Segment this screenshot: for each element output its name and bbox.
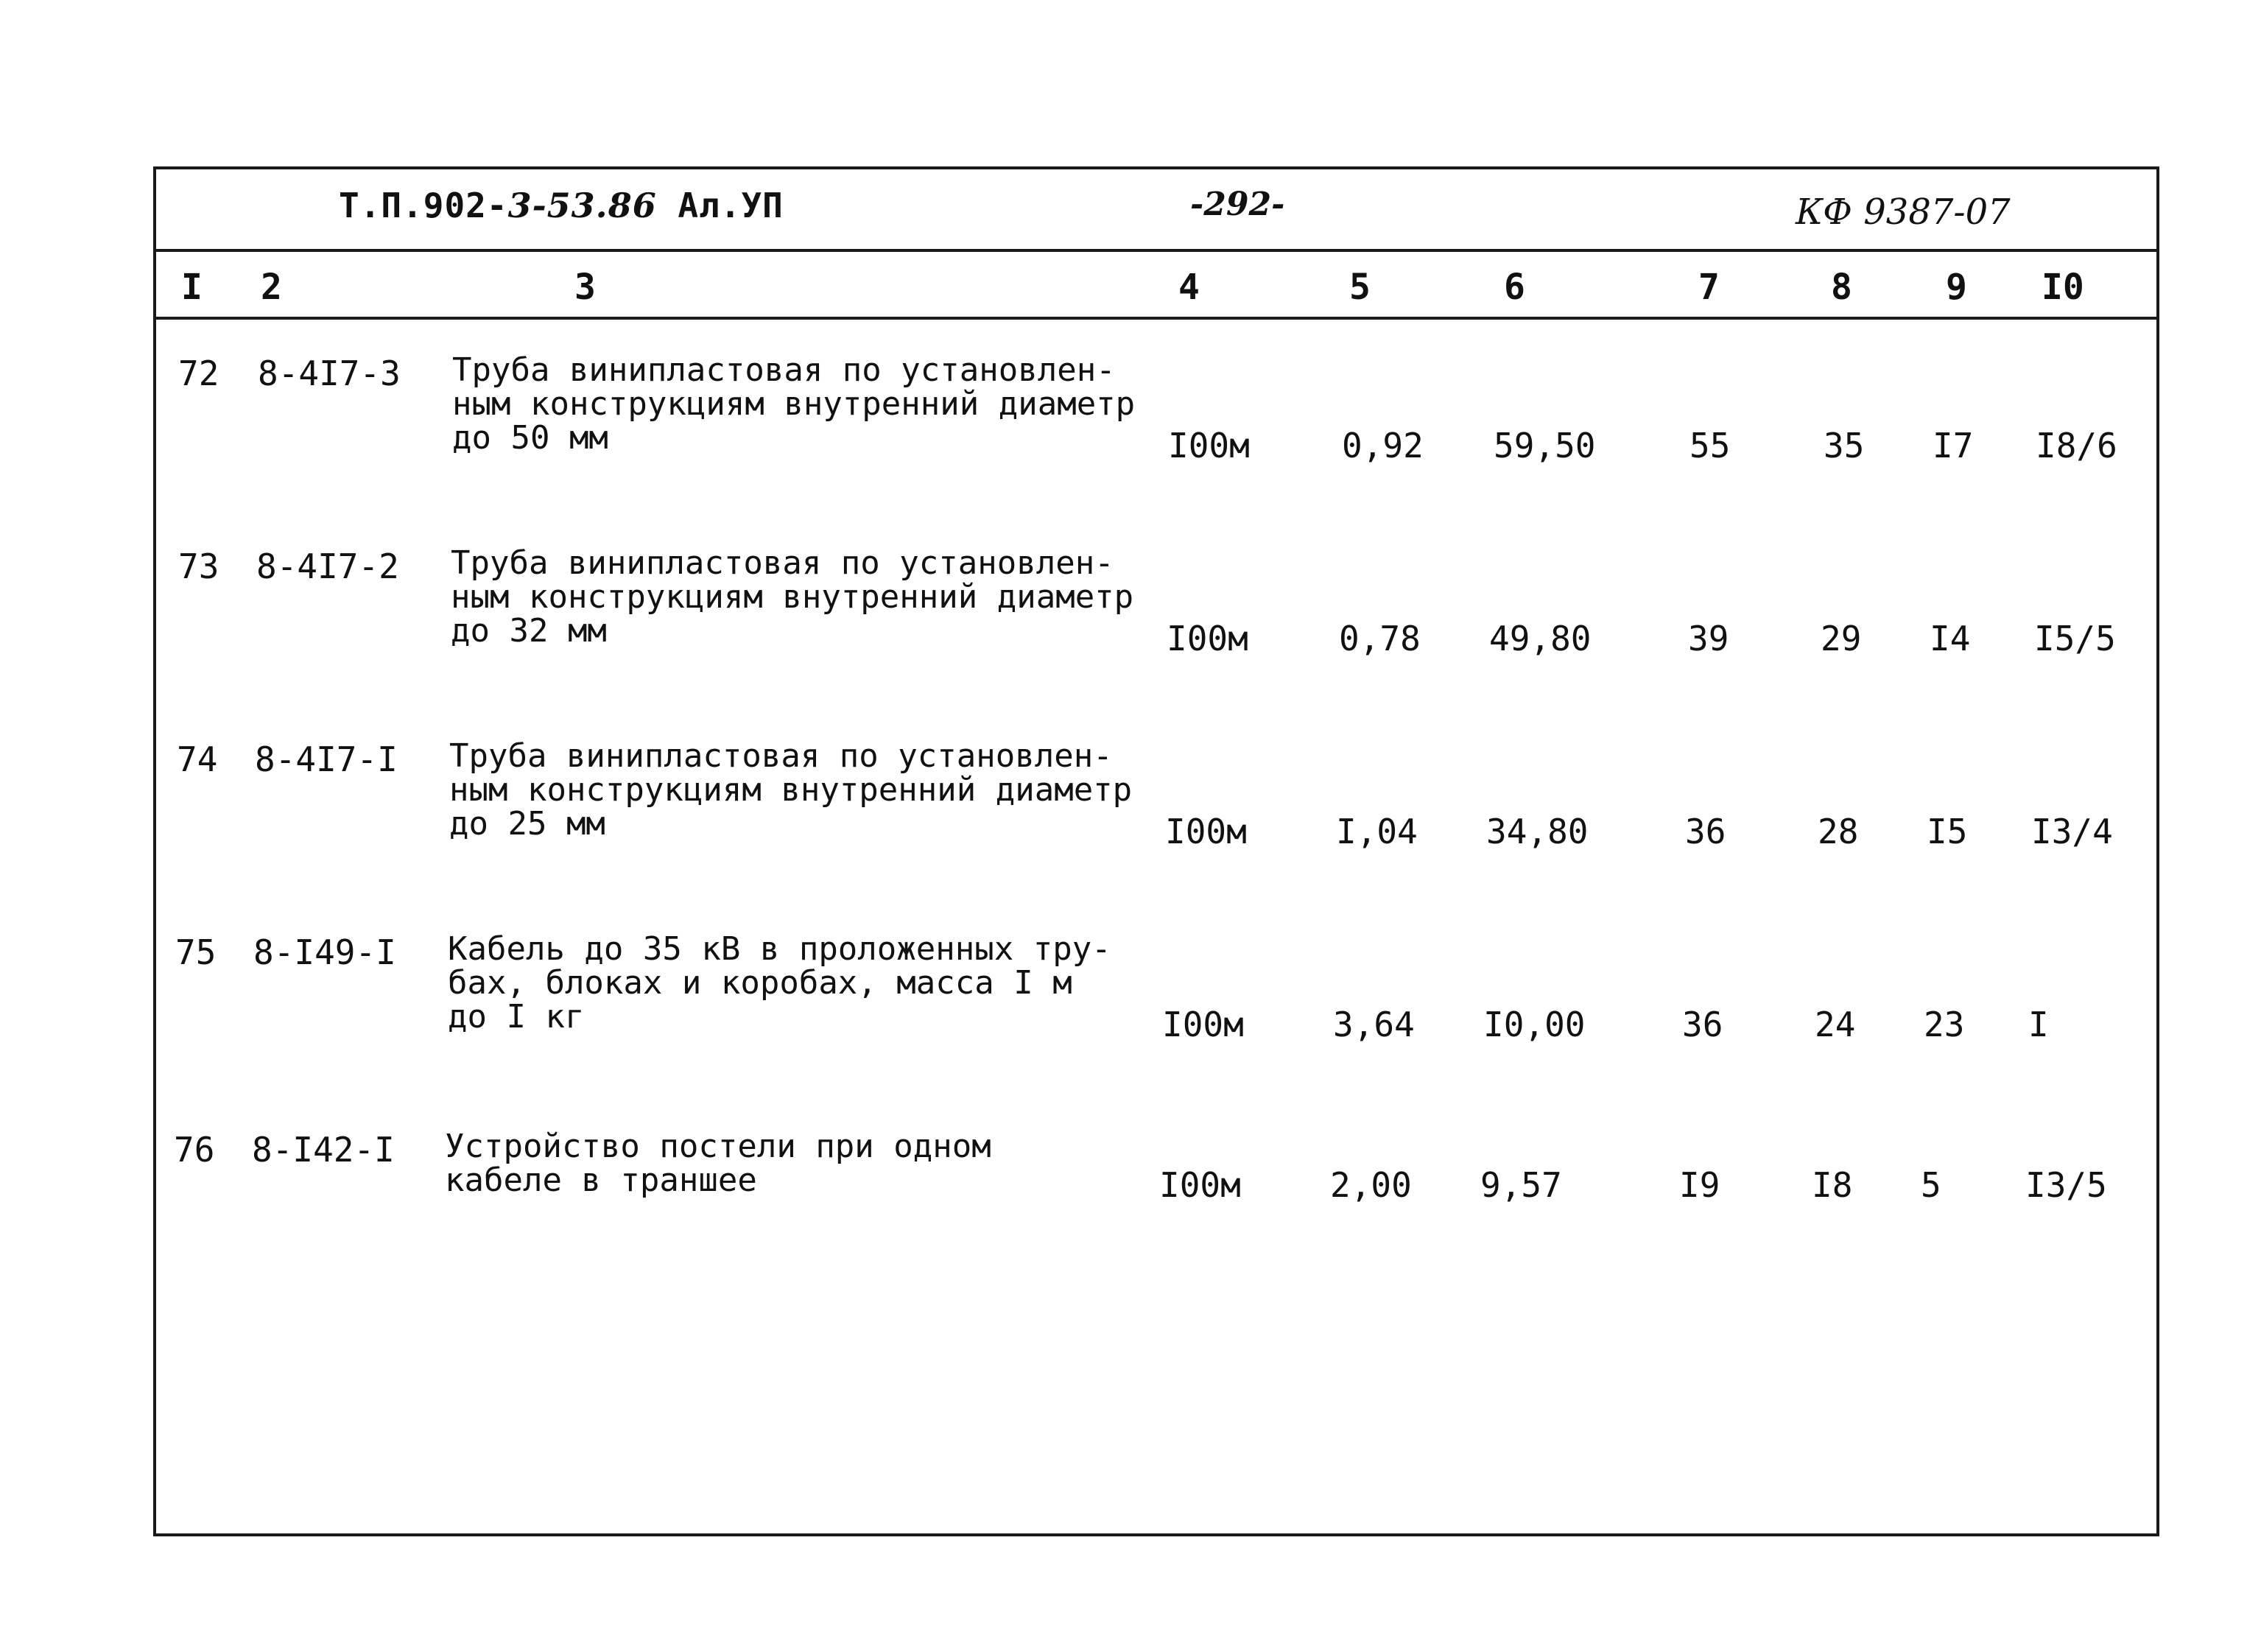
document-number-handwritten: 3-53.86 xyxy=(507,186,657,225)
row-number: 75 xyxy=(175,932,217,972)
column-header: I xyxy=(181,267,203,308)
page-number: -292- xyxy=(1190,186,1285,223)
table-row xyxy=(156,1120,2156,1296)
value-col-5: 2,00 xyxy=(1330,1165,1412,1205)
archive-code: КФ 9387-07 xyxy=(1796,191,2011,233)
column-header: 8 xyxy=(1831,267,1852,308)
column-header: 7 xyxy=(1698,267,1720,308)
row-number: 74 xyxy=(177,739,218,779)
column-header: 9 xyxy=(1946,267,1967,308)
document-number xyxy=(339,186,784,225)
column-header: 2 xyxy=(261,267,282,308)
work-description: Труба винипластовая по установлен- ным конструкциям внутренний диаметр до 32 мм xyxy=(451,544,1134,650)
column-header-row xyxy=(156,252,2156,320)
column-header: 4 xyxy=(1178,267,1200,308)
value-col-7: 36 xyxy=(1685,812,1726,851)
value-col-10: I3/4 xyxy=(2031,812,2113,851)
value-col-10: I3/5 xyxy=(2025,1165,2107,1205)
rate-code: 8-I49-I xyxy=(253,932,396,972)
value-col-7: 55 xyxy=(1689,426,1731,465)
value-col-8: 35 xyxy=(1824,426,1865,465)
rate-code: 8-4I7-2 xyxy=(256,546,399,586)
value-col-8: 28 xyxy=(1818,812,1859,851)
work-description: Труба винипластовая по установлен- ным конструкциям внутренний диаметр до 25 мм xyxy=(449,737,1133,843)
work-description: Кабель до 35 кВ в проложенных тру- бах, блоках и коробах, масса I м до I кг xyxy=(448,930,1111,1036)
value-col-9: I7 xyxy=(1933,426,1974,465)
rate-code: 8-I42-I xyxy=(252,1130,395,1170)
value-col-9: I4 xyxy=(1930,619,1971,658)
document-album: Ал.УП xyxy=(656,186,784,225)
value-col-9: I5 xyxy=(1927,812,1968,851)
table-row xyxy=(156,343,2156,520)
value-col-5: 0,78 xyxy=(1339,619,1421,658)
value-col-8: 24 xyxy=(1815,1005,1856,1044)
title-block xyxy=(156,169,2156,252)
table-row xyxy=(156,536,2156,713)
value-col-9: 23 xyxy=(1924,1005,1965,1044)
unit: I00м xyxy=(1162,1005,1244,1044)
row-number: 73 xyxy=(178,546,219,586)
value-col-7: 39 xyxy=(1688,619,1729,658)
value-col-5: I,04 xyxy=(1336,812,1418,851)
value-col-8: 29 xyxy=(1821,619,1862,658)
column-header: 5 xyxy=(1349,267,1371,308)
value-col-6: 49,80 xyxy=(1489,619,1592,658)
rate-code: 8-4I7-3 xyxy=(258,354,401,393)
value-col-6: 34,80 xyxy=(1486,812,1589,851)
value-col-6: I0,00 xyxy=(1483,1005,1586,1044)
value-col-6: 9,57 xyxy=(1480,1165,1562,1205)
value-col-5: 0,92 xyxy=(1342,426,1424,465)
unit: I00м xyxy=(1159,1165,1241,1205)
document-number-prefix: Т.П.902- xyxy=(339,186,508,225)
column-header: 6 xyxy=(1504,267,1525,308)
value-col-10: I5/5 xyxy=(2034,619,2116,658)
work-description: Устройство постели при одном кабеле в траншее xyxy=(445,1128,991,1199)
document-sheet xyxy=(153,166,2159,1536)
column-header: I0 xyxy=(2042,267,2084,308)
row-number: 76 xyxy=(174,1130,215,1170)
unit: I00м xyxy=(1167,619,1248,658)
column-header: 3 xyxy=(574,267,596,308)
value-col-5: 3,64 xyxy=(1333,1005,1415,1044)
value-col-7: I9 xyxy=(1679,1165,1720,1205)
value-col-9: 5 xyxy=(1921,1165,1941,1205)
unit: I00м xyxy=(1168,426,1250,465)
value-col-8: I8 xyxy=(1812,1165,1853,1205)
value-col-10: I xyxy=(2028,1005,2049,1044)
unit: I00м xyxy=(1165,812,1247,851)
value-col-7: 36 xyxy=(1682,1005,1723,1044)
table-row xyxy=(156,729,2156,906)
value-col-10: I8/6 xyxy=(2036,426,2117,465)
rate-code: 8-4I7-I xyxy=(255,739,398,779)
work-description: Труба винипластовая по установлен- ным конструкциям внутренний диаметр до 50 мм xyxy=(452,351,1136,457)
table-row xyxy=(156,922,2156,1099)
value-col-6: 59,50 xyxy=(1494,426,1596,465)
row-number: 72 xyxy=(178,354,219,393)
